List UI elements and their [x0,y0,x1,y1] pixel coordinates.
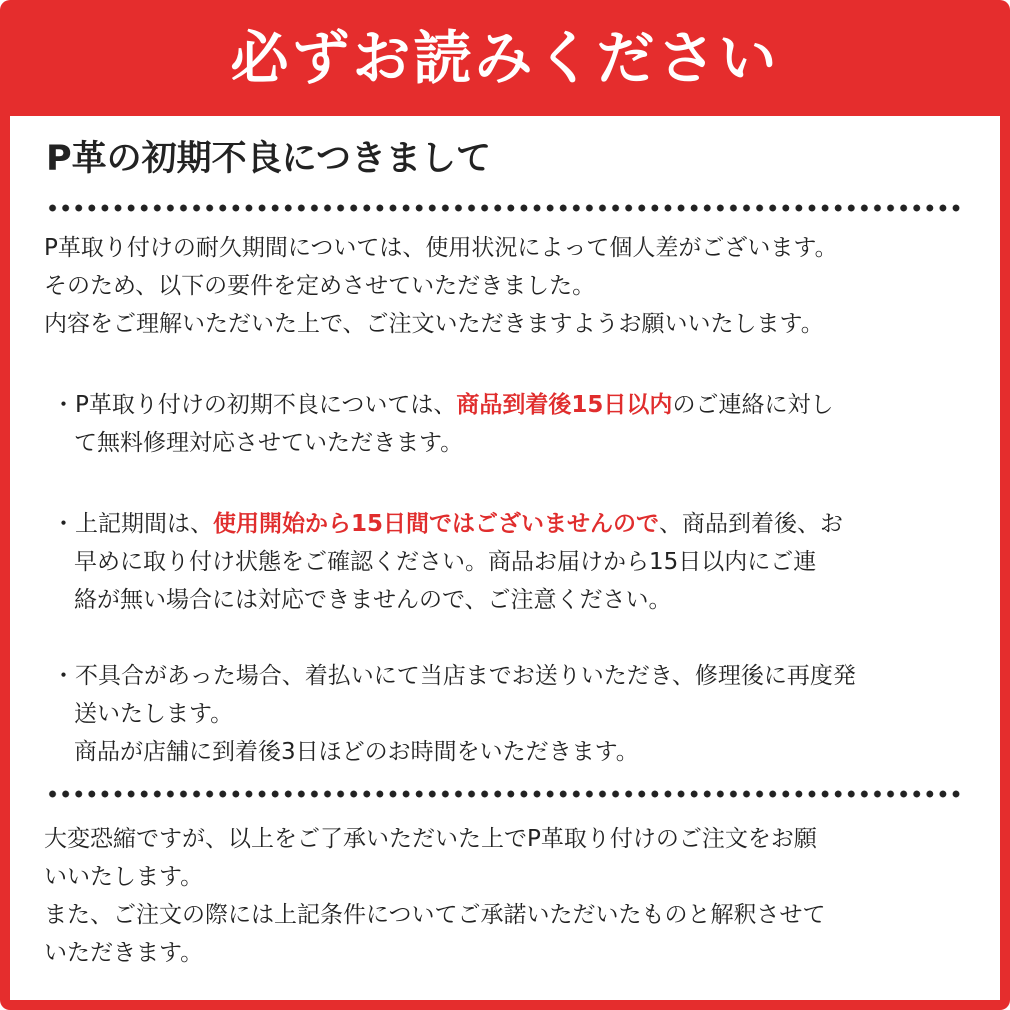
bullet-initial-defect [52,386,833,462]
bullet-line: 早めに取り付け状態をご確認ください。商品お届けから15日以内にご連 [74,549,817,575]
intro-line: そのため、以下の要件を定めさせていただきました。 [44,273,596,299]
bullet-line: て無料修理対応させていただきます。 [74,430,464,456]
highlight-text: 使用開始から15日間ではございませんので [213,511,660,537]
dotted-divider-top [46,204,962,212]
closing-line: いいたします。 [44,864,204,890]
closing-line: また、ご注文の際には上記条件についてご承諾いただいたものと解釈させて [44,902,826,928]
bullet-text: 、商品到着後、お [659,511,844,537]
closing-line: 大変恐縮ですが、以上をご了承いただいた上でP革取り付けのご注文をお願 [44,826,817,852]
bullet-line: 送いたします。 [74,701,234,727]
dotted-divider-bottom [46,790,962,798]
bullet-period [52,505,843,619]
intro-paragraph [44,229,838,343]
bullet-text: ・P革取り付けの初期不良については、 [52,392,457,418]
notice-panel [10,116,1000,1000]
bullet-line [52,505,843,543]
banner-title: 必ずお読みください [230,24,780,92]
bullet-line [52,386,833,424]
closing-paragraph [44,820,826,972]
banner [0,0,1010,116]
highlight-text: 商品到着後15日以内 [456,392,673,418]
bullet-repair [52,657,856,771]
bullet-line: 商品が店舗に到着後3日ほどのお時間をいただきます。 [74,739,639,765]
bullet-text: のご連絡に対し [672,392,834,418]
notice-heading: P革の初期不良につきまして [46,139,491,179]
bullet-line: ・不具合があった場合、着払いにて当店までお送りいただき、修理後に再度発 [52,663,856,689]
bullet-text: ・上記期間は、 [52,511,213,537]
bullet-line: 絡が無い場合には対応できませんので、ご注意ください。 [74,587,672,613]
intro-line: P革取り付けの耐久期間については、使用状況によって個人差がございます。 [44,235,838,261]
closing-line: いただきます。 [44,940,204,966]
intro-line: 内容をご理解いただいた上で、ご注文いただきますようお願いいたします。 [44,311,824,337]
